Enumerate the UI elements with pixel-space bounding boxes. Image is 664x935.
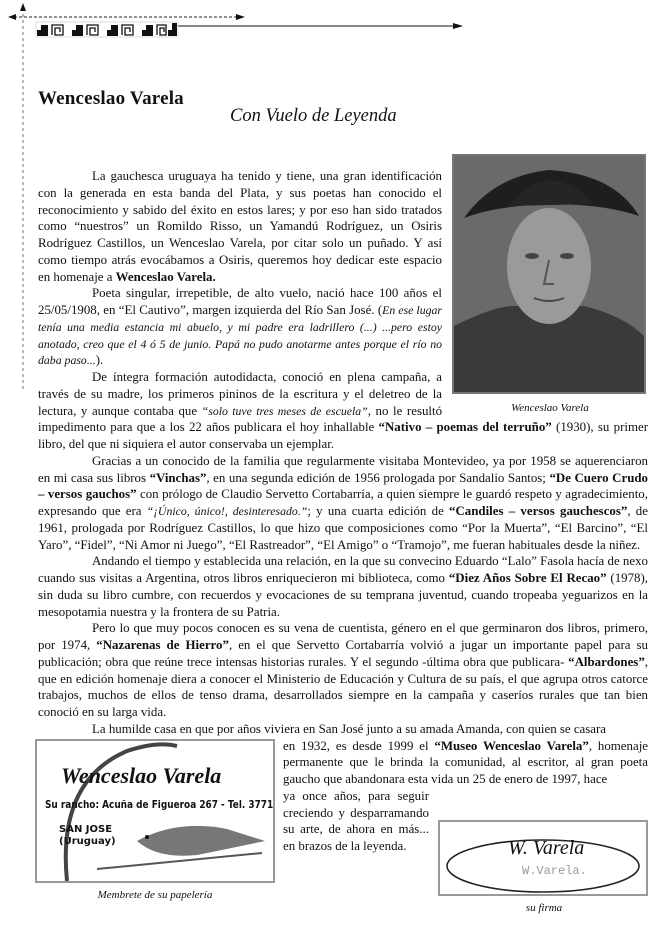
- portrait-caption: Wenceslao Varela: [511, 402, 589, 414]
- bird-illustration-icon: [37, 741, 273, 881]
- arrow-left-icon: [8, 14, 16, 20]
- text-run: , en el que Servetto Cortabarría volvió a jugar un importante papel para su publicación; obra que reúne trece intensas historias rurales. Y el segundo -última obra que publicara-: [38, 638, 648, 669]
- greek-key-band-icon: [36, 22, 178, 37]
- body-paragraph: [38, 620, 648, 721]
- arrow-right-icon: [453, 23, 463, 29]
- bold-text: “Albardones”: [568, 654, 645, 669]
- body-paragraph: [38, 453, 648, 554]
- text-run: (1978), sin duda su libro cumbre, con recuerdos y evocaciones de su temprana juventud, cuando tropeaba yeguarizos en la mesopotamia nuestra y la frontera de su Patria.: [38, 571, 648, 619]
- text-run: , no le resultó impedimento para que a los 22 años publicara el hoy inhallable: [38, 403, 443, 435]
- letterhead-figure: [35, 739, 275, 901]
- text-run: (1930), su primer libro, del que ni siquiera el autor conservaba un ejemplar.: [38, 420, 648, 451]
- text-run: , homenaje permanente que le brinda la comunidad, al escritor, al gran poeta gaucho que abandonara esta vida un 25 de enero de 1997, hace: [283, 738, 648, 786]
- arrow-up-icon: [20, 3, 26, 11]
- letterhead-address: Su rancho: Acuña de Figueroa 267 - Tel. 3771: [45, 799, 274, 811]
- signature-caption: su firma: [525, 902, 563, 914]
- letterhead-image: [35, 739, 275, 883]
- bold-text: “Nazarenas de Hierro”: [96, 638, 229, 652]
- text-run: Andando el tiempo y establecida una relación, en la que su convecino Eduardo “Lalo” Fasola hacía de nexo cuando sus visitas a Argentina, otros libros enriquecieron mi biblioteca, como: [38, 554, 648, 585]
- arrow-right-icon: [236, 14, 245, 20]
- body-paragraph: [283, 738, 648, 788]
- letterhead-name: Wenceslao Varela: [61, 763, 222, 788]
- signature-image: [438, 820, 648, 896]
- bold-text: “Nativo – poemas del terruño”: [378, 420, 552, 435]
- text-run: , de 1961, prologada por Rodríguez Castillos, lo que hizo que composiciones como “Por la Muerta”, “El Barcino”, “El Yaro”, “Fidel”, “Ni Amor ni Juego”, “El Rastreador”, “El Amigo” o “Tramojo”, me fueran habituales desde la niñez.: [38, 504, 648, 552]
- text-run: con prólogo de Claudio Servetto Cortabarría, a quien siempre le guardó respeto y agradecimiento, expresando que era: [38, 487, 648, 518]
- article-title: Wenceslao Varela: [38, 88, 184, 109]
- text-run: en 1932, es desde 1999 el: [283, 738, 435, 753]
- text-run: ya once años, para seguir creciendo y desparramando su arte, de ahora en más... en brazos de la leyenda.: [283, 788, 429, 853]
- bold-text: “De Cuero Crudo – versos gauchos”: [38, 470, 648, 502]
- text-run: La humilde casa en que por años viviera en San José junto a su amada Amanda, con quien se casara: [92, 721, 607, 736]
- bold-text: Wenceslao Varela.: [115, 269, 216, 284]
- svg-text:W.Varela.: W.Varela.: [522, 864, 587, 878]
- text-run: Pero lo que muy pocos conocen es su vena de cuentista, género en el que germinaron dos libros, primero, por 1974,: [38, 621, 648, 652]
- italic-quote: “solo tuve tres meses de escuela”: [201, 403, 368, 418]
- italic-quote: En ese lugar tenía una media estancia mi abuelo, y mi padre era ladrillero (...) ...pero estoy anotado, creo que el 4 ó 5 de junio. Papá no pudo anotarme antes porque el río no daba paso...: [38, 303, 442, 368]
- body-paragraph: [38, 553, 648, 620]
- bold-text: “Museo Wenceslao Varela”: [434, 738, 589, 753]
- portrait-photo: [452, 154, 646, 394]
- signature-figure: [438, 820, 650, 914]
- bold-text: “Diez Años Sobre El Recao”: [448, 571, 607, 585]
- article-subtitle: Con Vuelo de Leyenda: [230, 106, 397, 126]
- text-run: ; y una cuarta edición de: [307, 504, 450, 518]
- text-run: Poeta singular, irrepetible, de alto vuelo, nació hace 100 años el 25/05/1908, en “El Cautivo”, margen izquierda del Río San José. (: [38, 286, 442, 317]
- letterhead-country: (Uruguay): [59, 836, 116, 847]
- bold-text: “Vinchas”: [149, 470, 207, 485]
- text-run: ).: [95, 353, 104, 368]
- body-paragraph: [38, 721, 648, 738]
- letterhead-city: SAN JOSE: [59, 824, 113, 835]
- text-run: De íntegra formación autodidacta, conoció en plena campaña, a través de su madre, los primeros pininos de la escritura y el deletreo de la lectura, y aunque contaba que: [38, 370, 442, 418]
- text-run: , que en edición homenaje diera a conocer el Ministerio de Educación y Cultura de su país, el que agrupa otros catorce trabajos, muchos de ellos de tenso drama, desarrollados siempre en la campaña y caseríos rurales que tan bien conoció en su larga vida.: [38, 654, 648, 719]
- text-run: La gauchesca uruguaya ha tenido y tiene, una gran identificación con la generada en esta banda del Plata, y sus poetas han conocido el reconocimiento y sabido del éxito en estos lares; y por eso han sido tratados como “nuestros” un Romildo Risso, un Yamandú Rodríguez, un Osiris Rodríguez Castillos, un Wenceslao Varela, por citar solo un puñado. Y así como tiempo atrás evocábamos a Osiris, queremos hoy dedicar este espacio en homenaje a: [38, 169, 442, 284]
- bold-text: “Candiles – versos gauchescos”: [449, 504, 628, 518]
- text-run: , en una segunda edición de 1956 prologada por Sandalio Santos;: [206, 470, 550, 485]
- italic-quote: “¡Único, único!, desinteresado.”: [146, 504, 308, 518]
- signature-text: W. Varela: [508, 837, 585, 859]
- portrait-figure: [452, 154, 648, 414]
- body-paragraph: [283, 788, 429, 855]
- text-run: Gracias a un conocido de la familia que regularmente visitaba Montevideo, ya por 1958 se aquerenciaron en mi casa sus libros: [38, 453, 648, 485]
- letterhead-caption: Membrete de su papelería: [97, 889, 213, 901]
